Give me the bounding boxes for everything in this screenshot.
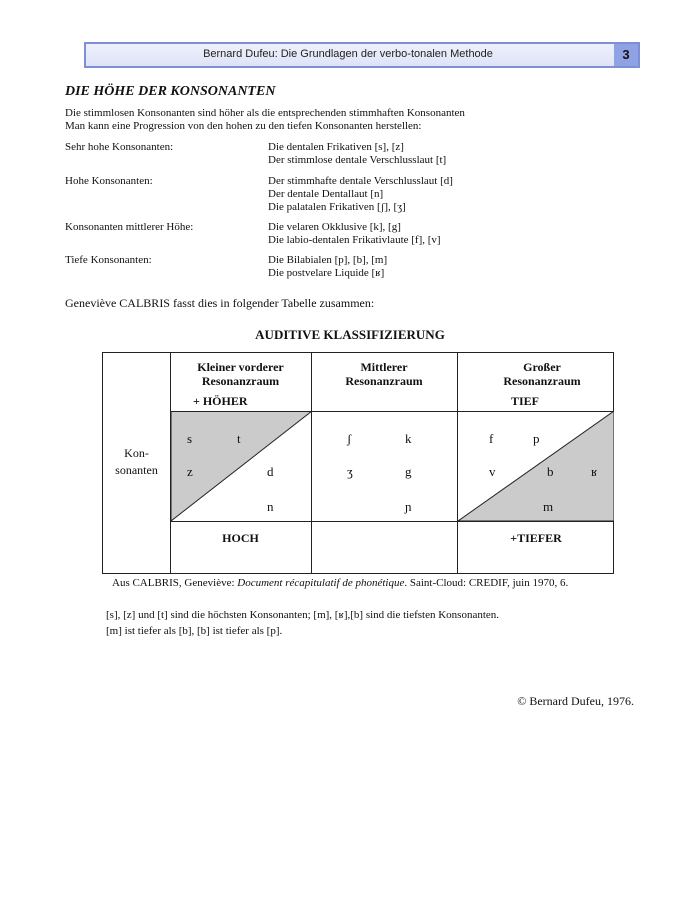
- symbol-s: s: [187, 431, 193, 446]
- section-heading: DIE HÖHE DER KONSONANTEN: [65, 84, 276, 99]
- group-items: [268, 254, 387, 280]
- intro-line: Man kann eine Progression von den hohen zu den tiefen Konsonanten herstellen:: [65, 120, 422, 132]
- col2-header: [311, 360, 457, 388]
- note-line: [s], [z] und [t] sind die höchsten Konsonanten; [m], [ʁ],[b] sind die tiefsten Konsonanten.: [106, 609, 500, 621]
- row-label-line: Kon-: [124, 446, 149, 460]
- note-line: [m] ist tiefer als [b], [b] ist tiefer als [p].: [106, 625, 283, 637]
- symbol-m: m: [543, 499, 554, 514]
- symbol-d: d: [267, 464, 274, 479]
- group-items: [268, 221, 441, 247]
- group-item: Der stimmlose dentale Verschlusslaut [t]: [268, 154, 447, 166]
- symbol-p: p: [533, 431, 540, 446]
- row-divider: [170, 411, 613, 412]
- col1-footer: HOCH: [222, 531, 259, 545]
- group-items: [268, 141, 446, 167]
- source-prefix: Aus CALBRIS, Geneviève:: [112, 577, 238, 589]
- source-suffix: . Saint-Cloud: CREDIF, juin 1970, 6.: [404, 577, 569, 589]
- group-label: Sehr hohe Konsonanten:: [65, 141, 174, 153]
- group-label: Hohe Konsonanten:: [65, 175, 153, 187]
- group-label: Konsonanten mittlerer Höhe:: [65, 221, 194, 233]
- row-label-line: sonanten: [115, 463, 158, 477]
- symbol-b: b: [547, 464, 554, 479]
- copyright: © Bernard Dufeu, 1976.: [517, 694, 634, 708]
- running-header: [84, 42, 640, 68]
- col3-footer: +TIEFER: [510, 531, 562, 545]
- col1-direction: + HÖHER: [193, 394, 248, 408]
- symbol-f: f: [489, 431, 494, 446]
- group-item: Die postvelare Liquide [ʁ]: [268, 267, 385, 279]
- group-item: Der stimmhafte dentale Verschlusslaut [d]: [268, 175, 453, 187]
- col2-header-line: Mittlerer: [360, 360, 408, 374]
- group-item: Der dentale Dentallaut [n]: [268, 188, 384, 200]
- col1-header-line: Kleiner vorderer: [197, 360, 284, 374]
- symbol-z: z: [187, 464, 193, 479]
- table-title: AUDITIVE KLASSIFIZIERUNG: [255, 327, 445, 342]
- symbol-ezh: ʒ: [347, 464, 353, 479]
- intro-paragraph: [65, 107, 465, 133]
- symbol-v: v: [489, 464, 496, 479]
- symbol-palatal-nasal: ɲ: [405, 499, 412, 514]
- summary-line: Geneviève CALBRIS fasst dies in folgender Tabelle zusammen:: [65, 296, 375, 310]
- col3-header-line: Großer: [523, 360, 561, 374]
- symbol-esh: ʃ: [347, 431, 352, 446]
- source-title: Document récapitulatif de phonétique: [237, 577, 405, 589]
- header-title: Bernard Dufeu: Die Grundlagen der verbo-tonalen Methode: [203, 48, 493, 60]
- symbol-n: n: [267, 499, 274, 514]
- col1-header: [170, 360, 311, 388]
- col2-header-line: Resonanzraum: [345, 374, 423, 388]
- symbol-t: t: [237, 431, 241, 446]
- group-label: Tiefe Konsonanten:: [65, 254, 152, 266]
- symbol-k: k: [405, 431, 412, 446]
- symbol-g: g: [405, 464, 412, 479]
- col3-header-line: Resonanzraum: [503, 374, 581, 388]
- col1-header-line: Resonanzraum: [201, 374, 280, 388]
- classification-table: [102, 352, 614, 574]
- group-item: Die labio-dentalen Frikativlaute [f], [v]: [268, 234, 441, 246]
- col3-header: [487, 360, 597, 388]
- row-divider: [170, 521, 613, 522]
- group-item: Die palatalen Frikativen [ʃ], [ʒ]: [268, 201, 406, 213]
- group-item: Die dentalen Frikativen [s], [z]: [268, 141, 404, 153]
- row-label: [103, 445, 170, 479]
- table-source: [112, 577, 568, 589]
- group-items: [268, 175, 453, 214]
- col3-direction: TIEF: [511, 394, 540, 408]
- group-item: Die velaren Okklusive [k], [g]: [268, 221, 401, 233]
- symbol-uvular-r: ʁ: [591, 464, 598, 479]
- group-item: Die Bilabialen [p], [b], [m]: [268, 254, 388, 266]
- page-number: 3: [614, 44, 638, 66]
- intro-line: Die stimmlosen Konsonanten sind höher als die entsprechenden stimmhaften Konsonanten: [65, 107, 465, 119]
